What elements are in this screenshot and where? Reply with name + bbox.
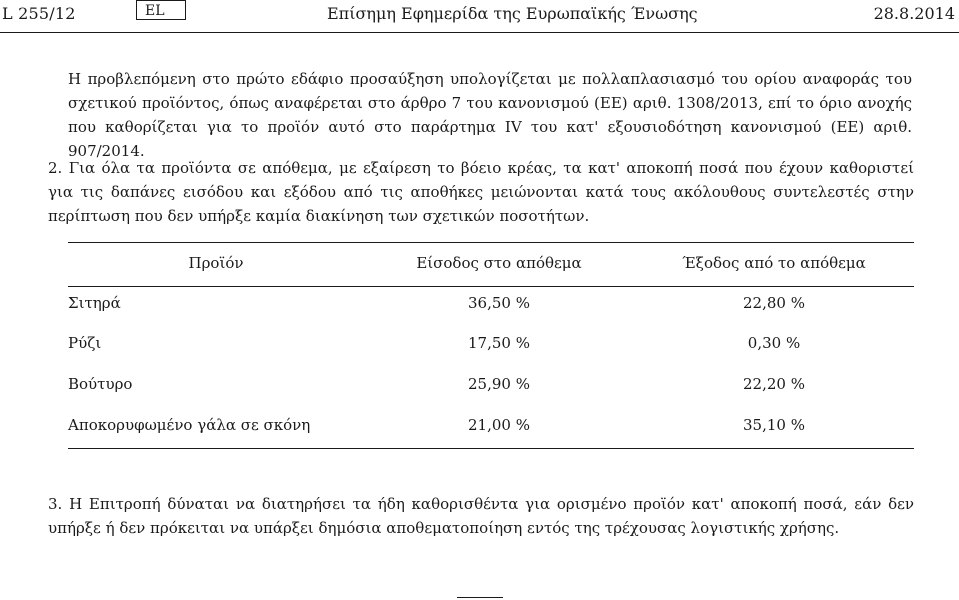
paragraph-3-number: 3.	[48, 495, 63, 513]
table-cell-exit: 0,30 %	[747, 334, 801, 352]
journal-title: Επίσημη Εφημερίδα της Ευρωπαϊκής Ένωσης	[327, 4, 698, 23]
paragraph-3	[48, 492, 914, 540]
paragraph-2-number: 2.	[48, 159, 63, 177]
paragraph-3-text: Η Επιτροπή δύναται να διατηρήσει τα ήδη καθορισθέντα για ορισμένο προϊόν κατ' αποκοπή ποσά, εάν δεν υπήρξε ή δεν πρόκειται να υπάρξει δημόσια αποθεματοποίηση εντός της τρέχουσας λογιστικής χρήσης.	[48, 495, 914, 537]
paragraph-2-text: Για όλα τα προϊόντα σε απόθεμα, με εξαίρεση το βόειο κρέας, τα κατ' αποκοπή ποσά που έχουν καθοριστεί για τις δαπάνες εισόδου και εξόδου από τις αποθήκες μειώνονται κατά τους ακόλουθους συντελεστές στην περίπτωση που δεν υπήρξε καμία διακίνηση των σχετικών ποσοτήτων.	[48, 159, 914, 225]
table-bottom-rule	[68, 448, 914, 449]
table-header-exit: Έξοδος από το απόθεμα	[682, 254, 866, 272]
table-cell-entry: 21,00 %	[468, 416, 530, 434]
table-header-product: Προϊόν	[188, 254, 244, 272]
table-header-entry: Είσοδος στο απόθεμα	[416, 254, 582, 272]
journal-header	[0, 0, 959, 30]
table-cell-entry: 25,90 %	[468, 375, 530, 393]
table-header-rule	[68, 286, 914, 287]
table-cell-product: Αποκορυφωμένο γάλα σε σκόνη	[68, 416, 311, 434]
table-cell-product: Ρύζι	[68, 334, 102, 352]
table-row	[68, 416, 914, 440]
table-row	[68, 334, 914, 358]
coefficients-table	[68, 242, 914, 450]
table-cell-entry: 36,50 %	[468, 294, 530, 312]
paragraph-1: Η προβλεπόμενη στο πρώτο εδάφιο προσαύξηση υπολογίζεται με πολλαπλασιασμό του ορίου αναφοράς του σχετικού προϊόντος, όπως αναφέρεται στο άρθρο 7 του κανονισμού (ΕΕ) αριθ. 1308/2013, επί το όριο ανοχής που καθορίζεται για το προϊόν αυτό στο παράρτημα IV του κατ' εξουσιοδότηση κανονισμού (ΕΕ) αριθ. 907/2014.	[68, 70, 912, 160]
table-cell-exit: 22,20 %	[743, 375, 805, 393]
header-divider	[0, 32, 959, 33]
table-cell-entry: 17,50 %	[468, 334, 530, 352]
publication-date: 28.8.2014	[873, 4, 955, 23]
table-cell-product: Βούτυρο	[68, 375, 133, 393]
table-row	[68, 294, 914, 318]
paragraph-2	[48, 156, 914, 228]
table-cell-exit: 22,80 %	[743, 294, 805, 312]
table-row	[68, 375, 914, 399]
table-top-rule	[68, 242, 914, 243]
table-cell-exit: 35,10 %	[743, 416, 805, 434]
table-cell-product: Σιτηρά	[68, 294, 121, 312]
page-reference: L 255/12	[2, 4, 76, 23]
language-badge: EL	[136, 0, 186, 20]
footer-rule	[457, 597, 503, 598]
